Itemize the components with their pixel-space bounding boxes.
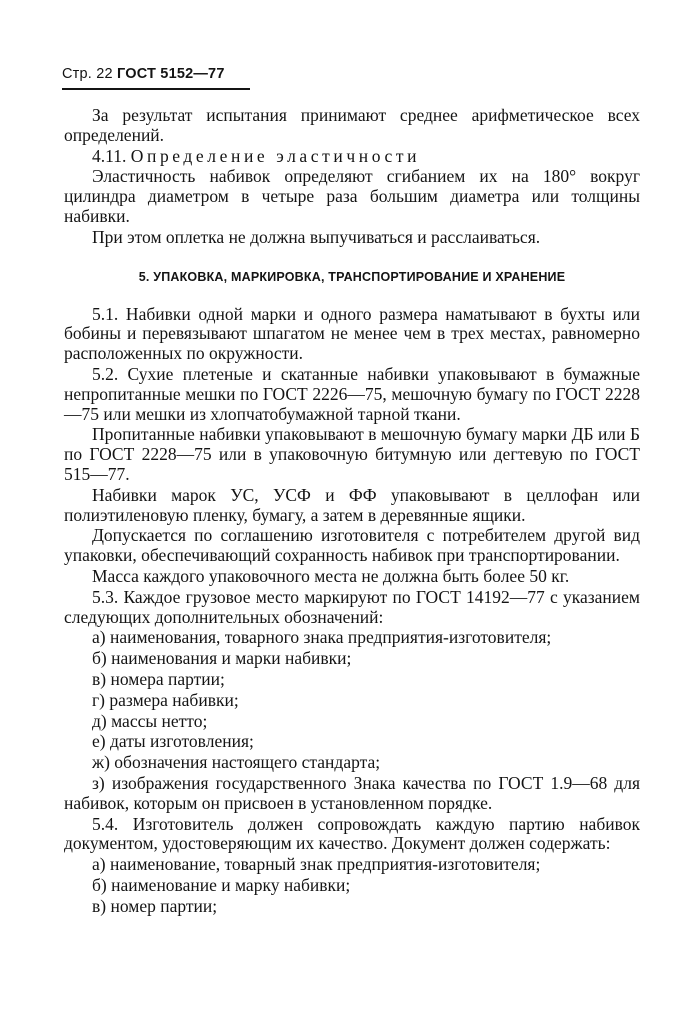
paragraph: За результат испытания принимают среднее арифметическое всех определений. [64, 105, 640, 145]
standard-number: ГОСТ 5152—77 [117, 66, 225, 82]
list-item: е) даты изготовления; [92, 731, 254, 752]
list-item: д) массы нетто; [92, 710, 208, 731]
list-item: з) изображения государственного Знака качества по ГОСТ 1.9—68 для набивок, которым он присвоен в установленном порядке. [64, 772, 640, 813]
list-item: г) размера набивки; [92, 689, 239, 710]
paragraph: Набивки марок УС, УСФ и ФФ упаковывают в целлофан или полиэтиленовую пленку, бумагу, а затем в деревянные ящики. [64, 484, 640, 525]
list-item: б) наименования и марки набивки; [92, 648, 352, 669]
paragraph: Масса каждого упаковочного места не должна быть более 50 кг. [92, 565, 570, 586]
list-item: б) наименование и марку набивки; [92, 874, 351, 895]
paragraph: При этом оплетка не должна выпучиваться и расслаиваться. [92, 226, 541, 247]
list-item: в) номера партии; [92, 668, 225, 689]
paragraph: Эластичность набивок определяют сгибанием их на 180° вокруг цилиндра диаметром в четыре раза большим диаметра или толщины набивки. [64, 166, 640, 226]
list-item: а) наименования, товарного знака предприятия-изготовителя; [92, 627, 552, 648]
clause-5-3: 5.3. Каждое грузовое место маркируют по ГОСТ 14192—77 с указанием следующих дополнительных обозначений: [64, 586, 640, 627]
subsection-4-11 [64, 147, 640, 167]
clause-number: 4.11. [92, 145, 127, 166]
clause-5-2: 5.2. Сухие плетеные и скатанные набивки упаковывают в бумажные непропитанные мешки по ГОСТ 2226—75, мешочную бумагу по ГОСТ 2228—75 или мешки из хлопчатобумажной тарной ткани. [64, 363, 640, 424]
clause-5-4: 5.4. Изготовитель должен сопровождать каждую партию набивок документом, удостоверяющим их качество. Документ должен содержать: [64, 813, 640, 854]
paragraph: Допускается по соглашению изготовителя с потребителем другой вид упаковки, обеспечивающий сохранность набивок при транспортировании. [64, 525, 640, 566]
list-item: в) номер партии; [92, 895, 218, 916]
clause-title: Определение эластичности [130, 145, 421, 166]
list-item: а) наименование, товарный знак предприятия-изготовителя; [92, 854, 541, 875]
paragraph: Пропитанные набивки упаковывают в мешочную бумагу марки ДБ или Б по ГОСТ 2228—75 или в упаковочную битумную или дегтевую по ГОСТ 515—77. [64, 424, 640, 484]
body-text [64, 106, 640, 916]
running-header [62, 66, 225, 82]
page-label: Стр. 22 [62, 66, 113, 82]
clause-5-1: 5.1. Набивки одной марки и одного размера наматывают в бухты или бобины и перевязывают шпагатом не менее чем в трех местах, равномерно расположенных по окружности. [64, 303, 640, 364]
list-item: ж) обозначения настоящего стандарта; [92, 752, 381, 773]
header-rule [62, 88, 250, 90]
section-heading: 5. УПАКОВКА, МАРКИРОВКА, ТРАНСПОРТИРОВАНИЕ И ХРАНЕНИЕ [138, 269, 566, 284]
